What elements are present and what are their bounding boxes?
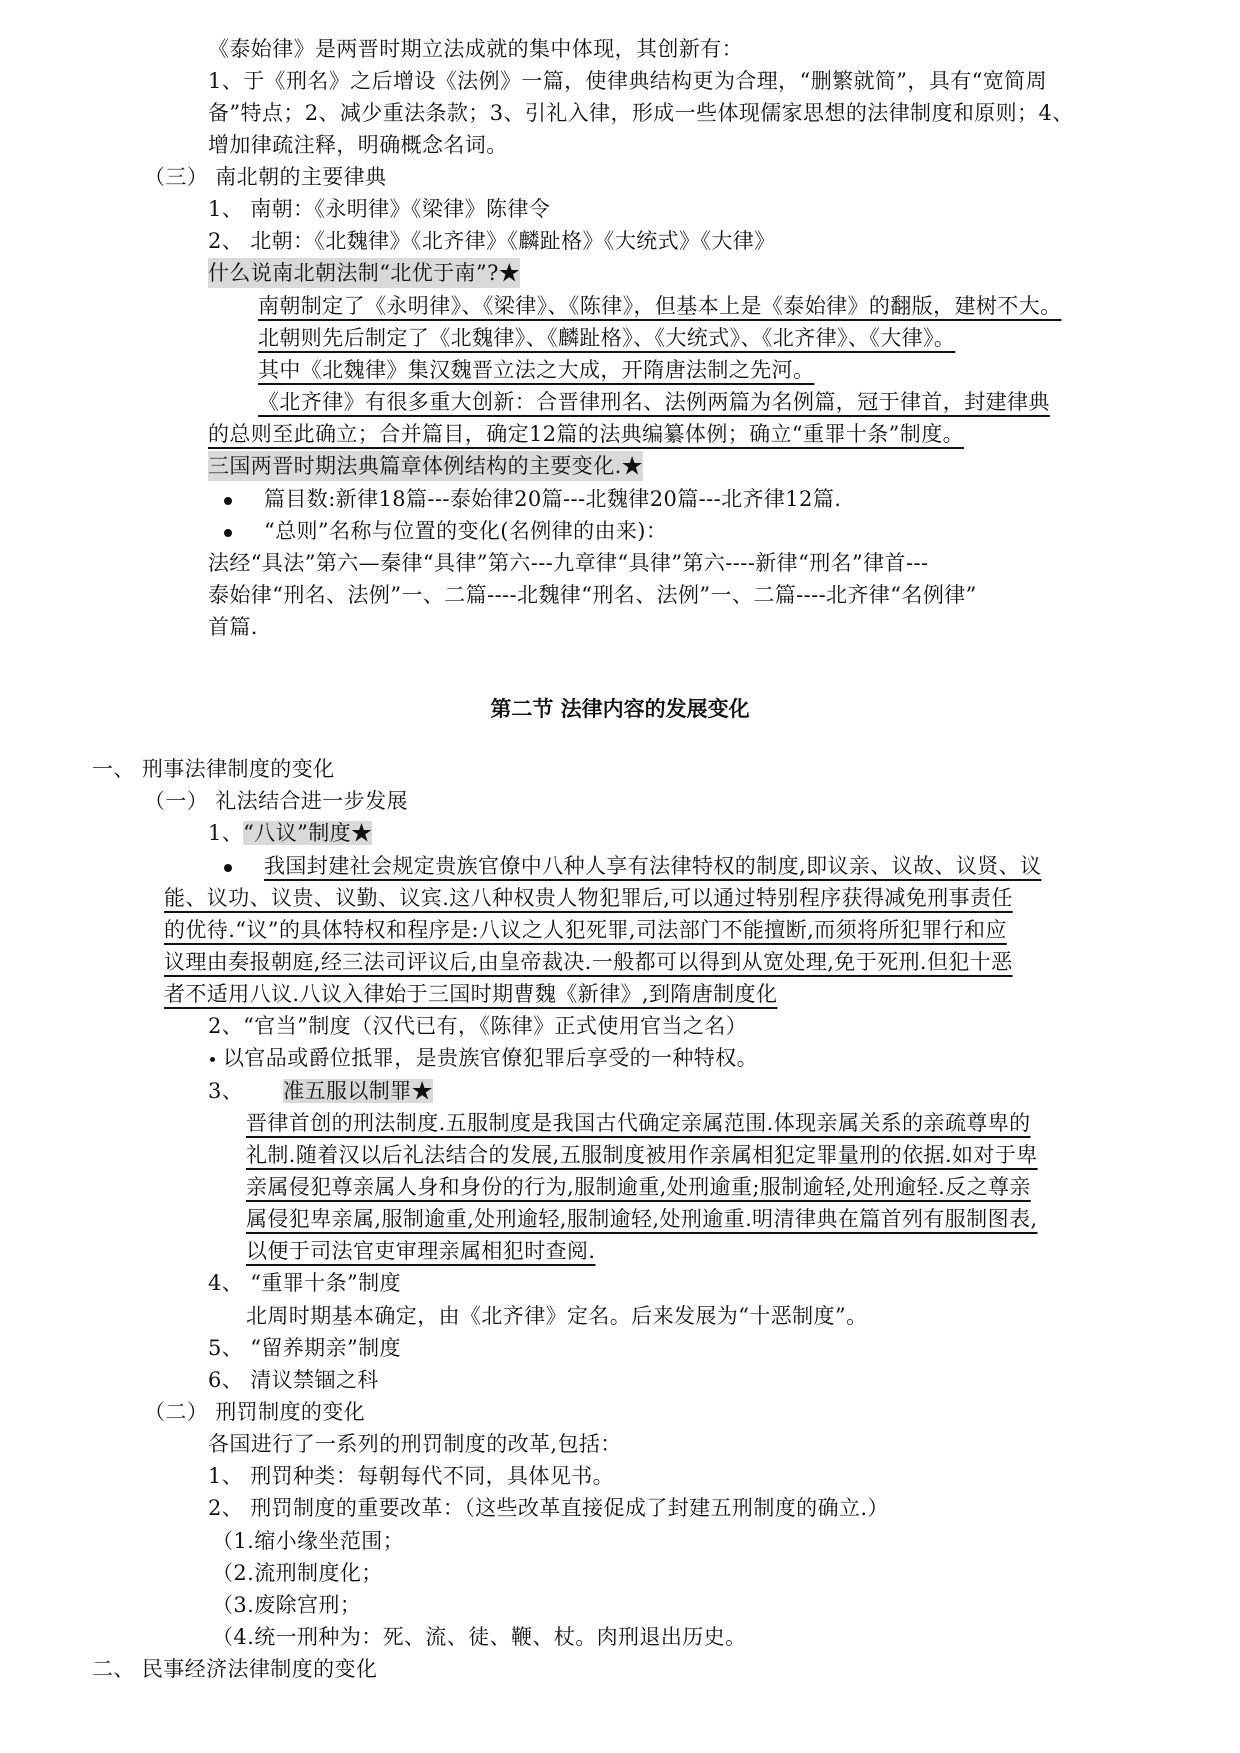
underlined-paragraph: 者不适用八议.八议入律始于三国时期曹魏《新律》,到隋唐制度化 [164, 982, 778, 1006]
highlighted-question: 什么说南北朝法制“北优于南”?★ [208, 258, 520, 288]
section-title: 第二节 法律内容的发展变化 [490, 697, 750, 721]
text-line: 2、“官当”制度（汉代已有，《陈律》正式使用官当之名） [208, 1014, 748, 1038]
text-line: 首篇. [208, 615, 258, 639]
text-line: 备”特点；2、减少重法条款；3、引礼入律，形成一些体现儒家思想的法律制度和原则；4、 [208, 101, 1074, 125]
text-line: 2、 刑罚制度的重要改革：（这些改革直接促成了封建五刑制度的确立.） [208, 1496, 889, 1520]
text-line: 各国进行了一系列的刑罚制度的改革,包括： [208, 1432, 622, 1456]
text-line: 1、于《刑名》之后增设《法例》一篇，使律典结构更为合理，“删繁就简”，具有“宽简周 [208, 69, 1047, 93]
text-line: 增加律疏注释，明确概念名词。 [208, 133, 508, 157]
text-line: 5、 “留养期亲”制度 [208, 1336, 401, 1360]
list-item: （2.流刑制度化； [212, 1561, 383, 1585]
underlined-answer: 南朝制定了《永明律》、《梁律》、《陈律》，但基本上是《泰始律》的翻版，建树不大。 [258, 294, 1062, 318]
text-line: 4、 “重罪十条”制度 [208, 1271, 401, 1295]
underlined-paragraph: 礼制.随着汉以后礼法结合的发展,五服制度被用作亲属相犯定罪量刑的依据.如对于卑 [246, 1143, 1038, 1167]
text-line: 法经“具法”第六—秦律“具律”第六---九章律“具律”第六----新律“刑名”律首--- [208, 551, 929, 575]
text-line: 《泰始律》是两晋时期立法成就的集中体现，其创新有： [208, 37, 743, 61]
underlined-paragraph: 晋律首创的刑法制度.五服制度是我国古代确定亲属范围.体现亲属关系的亲疏尊卑的 [246, 1111, 1031, 1135]
text-line: 6、 清议禁锢之科 [208, 1368, 379, 1392]
list-item: （3.废除宫刑； [212, 1593, 362, 1617]
bullet-icon [210, 1057, 215, 1062]
text-line: 3、 准五服以制罪★ [208, 1079, 433, 1103]
underlined-paragraph: 以便于司法官吏审理亲属相犯时查阅. [246, 1239, 596, 1263]
text-line: 泰始律“刑名、法例”一、二篇----北魏律“刑名、法例”一、二篇----北齐律“名例律” [208, 583, 977, 607]
text-line: 1、 刑罚种类：每朝每代不同，具体见书。 [208, 1464, 615, 1488]
underlined-paragraph: 的优待.“议”的具体特权和程序是:八议之人犯死罪,司法部门不能擅断,而须将所犯罪行和应 [164, 918, 1007, 942]
underlined-answer: 北朝则先后制定了《北魏律》、《麟趾格》、《大统式》、《北齐律》、《大律》。 [258, 326, 956, 350]
underlined-answer: 其中《北魏律》集汉魏晋立法之大成，开隋唐法制之先河。 [258, 358, 815, 382]
text-line: 北周时期基本确定，由《北齐律》定名。后来发展为“十恶制度”。 [246, 1304, 868, 1328]
bullet-icon [224, 497, 232, 505]
bullet-item: 篇目数:新律18篇---泰始律20篇---北魏律20篇---北齐律12篇. [224, 484, 841, 514]
bullet-icon [224, 864, 232, 872]
underlined-paragraph: 亲属侵犯尊亲属人身和身份的行为,服制逾重,处刑逾重;服制逾轻,处刑逾轻.反之尊亲 [246, 1175, 1031, 1199]
list-item: （4.统一刑种为：死、流、徒、鞭、杖。肉刑退出历史。 [212, 1625, 747, 1649]
text-line: 2、 北朝：《北魏律》《北齐律》《麟趾格》《大统式》《大律》 [208, 229, 776, 253]
section-heading: （二） 刑罚制度的变化 [144, 1400, 366, 1424]
list-item: （1.缩小缘坐范围； [212, 1529, 405, 1553]
highlighted-question: 三国两晋时期法典篇章体例结构的主要变化.★ [208, 451, 643, 481]
section-heading: （一） 礼法结合进一步发展 [144, 789, 408, 813]
bullet-icon [224, 529, 232, 537]
bullet-item: 以官品或爵位抵罪，是贵族官僚犯罪后享受的一种特权。 [210, 1043, 758, 1073]
chapter-heading: 一、 刑事法律制度的变化 [92, 757, 335, 781]
text-line: 1、 南朝：《永明律》《梁律》陈律令 [208, 197, 551, 221]
underlined-answer: 的总则至此确立；合并篇目，确定12篇的法典编纂体例；确立“重罪十条”制度。 [208, 422, 964, 446]
section-heading: （三） 南北朝的主要律典 [144, 165, 387, 189]
chapter-heading: 二、 民事经济法律制度的变化 [92, 1657, 378, 1681]
text-line: 1、“八议”制度★ [208, 821, 373, 845]
underlined-paragraph: 能、议功、议贵、议勤、议宾.这八种权贵人物犯罪后,可以通过特别程序获得减免刑事责任 [164, 886, 1013, 910]
underlined-paragraph: 属侵犯卑亲属,服制逾重,处刑逾轻,服制逾轻,处刑逾重.明清律典在篇首列有服制图表, [246, 1207, 1038, 1231]
highlighted-term: “八议”制度★ [243, 821, 373, 845]
highlighted-term: 准五服以制罪★ [283, 1079, 433, 1103]
underlined-paragraph: 我国封建社会规定贵族官僚中八种人享有法律特权的制度,即议亲、议故、议贤、议 [224, 851, 1041, 881]
underlined-paragraph: 议理由奏报朝庭,经三法司评议后,由皇帝裁决.一般都可以得到从宽处理,免于死刑.但犯十恶 [164, 950, 1013, 974]
underlined-answer: 《北齐律》有很多重大创新：合晋律刑名、法例两篇为名例篇，冠于律首，封建律典 [258, 390, 1050, 414]
bullet-item: “总则”名称与位置的变化(名例律的由来)： [224, 516, 667, 546]
